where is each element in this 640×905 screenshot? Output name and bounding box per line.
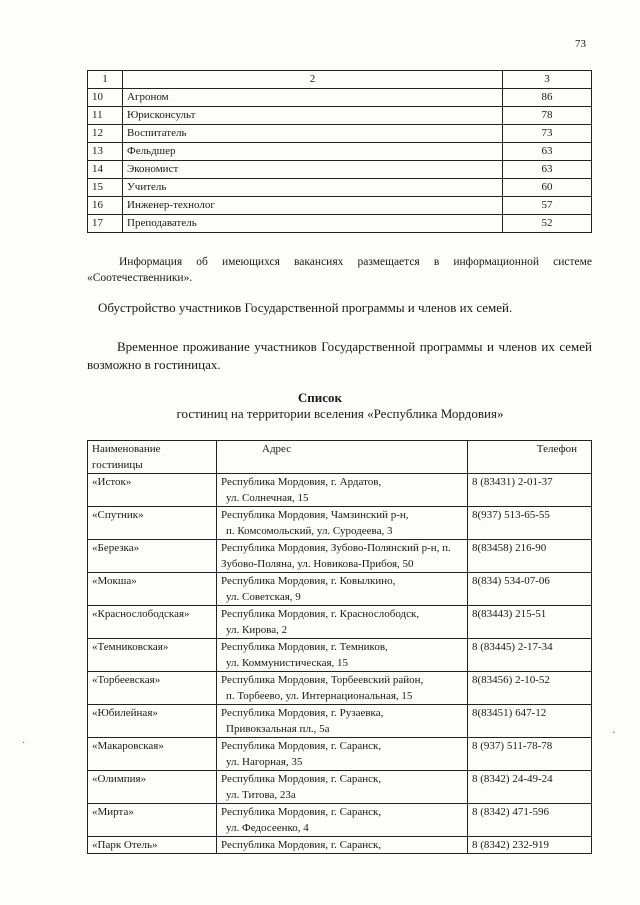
count-cell: 63 bbox=[503, 143, 592, 161]
hotel-name: «Мокша» bbox=[88, 573, 217, 606]
address-line-1: Республика Мордовия, Чамзинский р-н, bbox=[221, 509, 409, 521]
hotel-address bbox=[217, 837, 468, 854]
hotel-name: «Торбеевская» bbox=[88, 672, 217, 705]
header-cell: 2 bbox=[123, 71, 503, 89]
address-line-1: Республика Мордовия, г. Темников, bbox=[221, 641, 388, 653]
row-number: 10 bbox=[88, 89, 123, 107]
page-number: 73 bbox=[575, 38, 586, 50]
address-line-2: ул. Солнечная, 15 bbox=[226, 492, 309, 504]
hotel-address bbox=[217, 771, 468, 804]
vacancies-table bbox=[87, 70, 592, 233]
profession-cell: Экономист bbox=[123, 161, 503, 179]
table-header-row bbox=[88, 71, 592, 89]
table-header-row bbox=[88, 441, 592, 474]
hotel-name: «Парк Отель» bbox=[88, 837, 217, 854]
count-cell: 86 bbox=[503, 89, 592, 107]
hotel-address bbox=[217, 672, 468, 705]
hotel-name: «Березка» bbox=[88, 540, 217, 573]
hotel-address bbox=[217, 507, 468, 540]
table-row bbox=[88, 705, 592, 738]
hotel-name: «Юбилейная» bbox=[88, 705, 217, 738]
hotel-phone: 8 (937) 511-78-78 bbox=[468, 738, 592, 771]
row-number: 14 bbox=[88, 161, 123, 179]
temporary-housing-paragraph: Временное проживание участников Государственной программы и членов их семей возможно в гостиницах. bbox=[87, 339, 592, 372]
hotel-name: «Мирта» bbox=[88, 804, 217, 837]
section-heading-obustroystvo: Обустройство участников Государственной программы и членов их семей. bbox=[98, 300, 513, 315]
header-address: Адрес bbox=[217, 441, 468, 474]
hotel-address bbox=[217, 738, 468, 771]
header-cell: 3 bbox=[503, 71, 592, 89]
row-number: 13 bbox=[88, 143, 123, 161]
address-line-2: п. Торбеево, ул. Интернациональная, 15 bbox=[226, 690, 413, 702]
table-row bbox=[88, 215, 592, 233]
table-row bbox=[88, 639, 592, 672]
address-line-1: Республика Мордовия, г. Саранск, bbox=[221, 740, 382, 752]
address-line-1: Республика Мордовия, г. Ковылкино, bbox=[221, 575, 396, 587]
count-cell: 60 bbox=[503, 179, 592, 197]
hotels-table bbox=[87, 440, 592, 854]
header-cell: 1 bbox=[88, 71, 123, 89]
hotel-address bbox=[217, 804, 468, 837]
vacancy-info-paragraph: Информация об имеющихся вакансиях размещается в информационной системе «Соотечественники». bbox=[87, 256, 592, 284]
table-row bbox=[88, 125, 592, 143]
profession-cell: Воспитатель bbox=[123, 125, 503, 143]
table-row bbox=[88, 161, 592, 179]
row-number: 16 bbox=[88, 197, 123, 215]
table-row bbox=[88, 672, 592, 705]
hotel-name: «Олимпия» bbox=[88, 771, 217, 804]
row-number: 12 bbox=[88, 125, 123, 143]
hotel-address bbox=[217, 639, 468, 672]
hotel-phone: 8(83451) 647-12 bbox=[468, 705, 592, 738]
count-cell: 57 bbox=[503, 197, 592, 215]
hotel-phone: 8(937) 513-65-55 bbox=[468, 507, 592, 540]
address-line-1: Республика Мордовия, Зубово-Полянский р-н, п. Зубово-Поляна, ул. Новикова-Прибоя, 50 bbox=[221, 542, 451, 570]
address-line-2: ул. Коммунистическая, 15 bbox=[226, 657, 349, 669]
address-line-2: Привокзальная пл., 5а bbox=[226, 723, 330, 735]
hotel-name: «Спутник» bbox=[88, 507, 217, 540]
table-row bbox=[88, 573, 592, 606]
hotel-phone: 8(834) 534-07-06 bbox=[468, 573, 592, 606]
table-row bbox=[88, 738, 592, 771]
profession-cell: Агроном bbox=[123, 89, 503, 107]
table-row bbox=[88, 89, 592, 107]
hotel-name: «Исток» bbox=[88, 474, 217, 507]
table-row bbox=[88, 507, 592, 540]
address-line-2: ул. Титова, 23а bbox=[226, 789, 296, 801]
row-number: 17 bbox=[88, 215, 123, 233]
list-subtitle: гостиниц на территории вселения «Республика Мордовия» bbox=[176, 406, 504, 421]
table-row bbox=[88, 540, 592, 573]
hotel-phone: 8 (83431) 2-01-37 bbox=[468, 474, 592, 507]
address-line-2: п. Комсомольский, ул. Суродеева, 3 bbox=[226, 525, 393, 537]
profession-cell: Преподаватель bbox=[123, 215, 503, 233]
count-cell: 78 bbox=[503, 107, 592, 125]
address-line-2: ул. Федосеенко, 4 bbox=[226, 822, 309, 834]
table-row bbox=[88, 197, 592, 215]
row-number: 11 bbox=[88, 107, 123, 125]
hotel-address bbox=[217, 540, 468, 573]
profession-cell: Инженер-технолог bbox=[123, 197, 503, 215]
hotel-phone: 8(83458) 216-90 bbox=[468, 540, 592, 573]
address-line-1: Республика Мордовия, г. Саранск, bbox=[221, 806, 382, 818]
profession-cell: Фельдшер bbox=[123, 143, 503, 161]
table-row bbox=[88, 474, 592, 507]
hotel-address bbox=[217, 606, 468, 639]
address-line-1: Республика Мордовия, г. Рузаевка, bbox=[221, 707, 384, 719]
hotel-phone: 8(83443) 215-51 bbox=[468, 606, 592, 639]
table-row bbox=[88, 606, 592, 639]
row-number: 15 bbox=[88, 179, 123, 197]
hotel-name: «Макаровская» bbox=[88, 738, 217, 771]
table-row bbox=[88, 837, 592, 854]
table-row bbox=[88, 804, 592, 837]
address-line-1: Республика Мордовия, г. Ардатов, bbox=[221, 476, 382, 488]
header-phone: Телефон bbox=[468, 441, 592, 474]
table-row bbox=[88, 107, 592, 125]
hotel-address bbox=[217, 573, 468, 606]
scan-dot: · bbox=[612, 728, 616, 739]
hotel-address bbox=[217, 474, 468, 507]
hotel-name: «Краснослободская» bbox=[88, 606, 217, 639]
hotel-phone: 8 (83445) 2-17-34 bbox=[468, 639, 592, 672]
address-line-1: Республика Мордовия, г. Саранск, bbox=[221, 839, 382, 851]
hotel-phone: 8 (8342) 471-596 bbox=[468, 804, 592, 837]
hotel-address bbox=[217, 705, 468, 738]
address-line-1: Республика Мордовия, Торбеевский район, bbox=[221, 674, 424, 686]
address-line-2: ул. Кирова, 2 bbox=[226, 624, 288, 636]
count-cell: 63 bbox=[503, 161, 592, 179]
header-name: Наименование гостиницы bbox=[88, 441, 217, 474]
count-cell: 73 bbox=[503, 125, 592, 143]
hotel-phone: 8 (8342) 24-49-24 bbox=[468, 771, 592, 804]
list-title: Список bbox=[297, 390, 343, 405]
profession-cell: Юрисконсульт bbox=[123, 107, 503, 125]
table-row bbox=[88, 143, 592, 161]
address-line-2: ул. Советская, 9 bbox=[226, 591, 301, 603]
table-row bbox=[88, 771, 592, 804]
hotel-phone: 8(83456) 2-10-52 bbox=[468, 672, 592, 705]
table-row bbox=[88, 179, 592, 197]
profession-cell: Учитель bbox=[123, 179, 503, 197]
count-cell: 52 bbox=[503, 215, 592, 233]
hotel-name: «Темниковская» bbox=[88, 639, 217, 672]
address-line-2: ул. Нагорная, 35 bbox=[226, 756, 303, 768]
scan-dot: · bbox=[22, 738, 26, 749]
hotel-phone: 8 (8342) 232-919 bbox=[468, 837, 592, 854]
address-line-1: Республика Мордовия, г. Саранск, bbox=[221, 773, 382, 785]
address-line-1: Республика Мордовия, г. Краснослободск, bbox=[221, 608, 420, 620]
